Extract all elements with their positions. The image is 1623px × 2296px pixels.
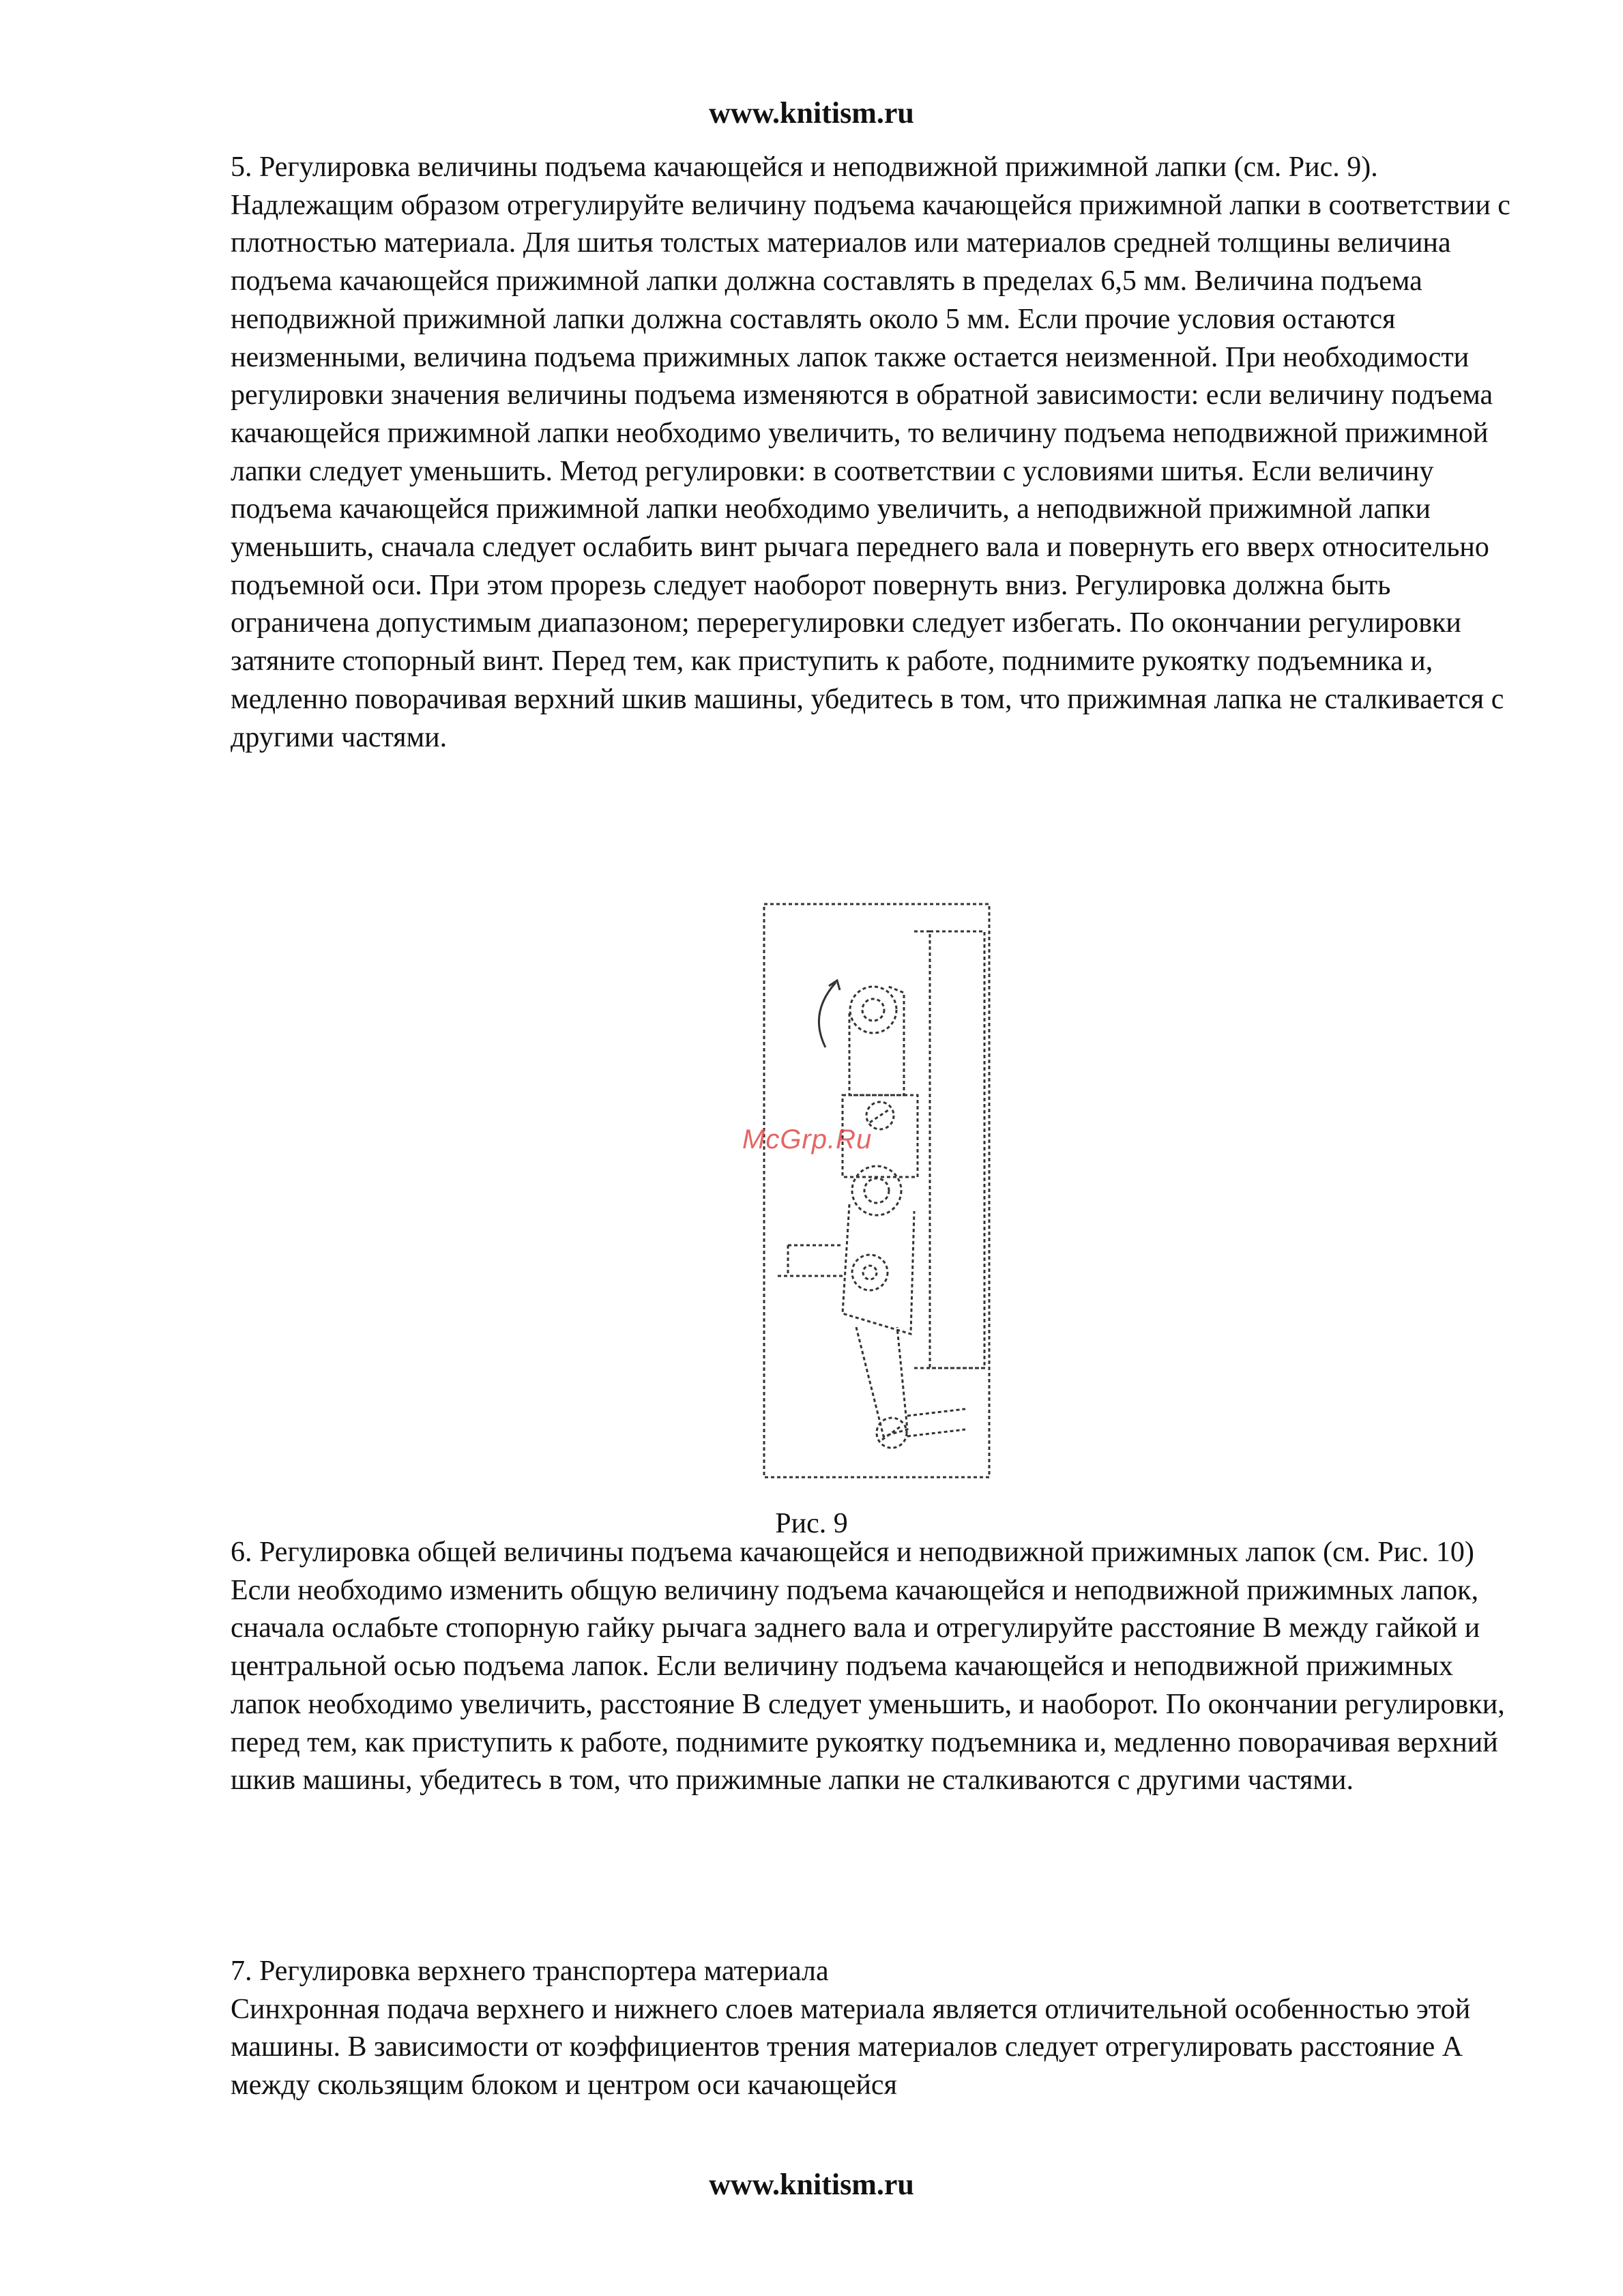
lower-pivot [877,1418,907,1448]
upper-pivot [850,987,896,1033]
header-site-url: www.knitism.ru [709,96,914,130]
section-6-body: Если необходимо изменить общую величину подъема качающейся и неподвижной прижимных лапок, сначала ослабьте стопорную гайку рычага заднего вала и отрегулируйте расстояние B между гайкой и центральной осью подъема лапок. Если величину подъема качающейся и неподвижной прижимных лапок необходимо увеличить, расстояние B следует уменьшить, и наоборот. По окончании регулировки, перед тем, как приступить к работе, поднимите рукоятку подъемника и, медленно поворачивая верхний шкив машины, убедитесь в том, что прижимные лапки не сталкиваются с другими частями. [231,1574,1505,1797]
adjust-nut [852,1255,888,1290]
section-7-body: Синхронная подача верхнего и нижнего слоев материала является отличительной особенностью этой машины. В зависимости от коэффициентов трения материалов следует отрегулировать расстояние А между скользящим блоком и центром оси качающейся [231,1993,1471,2102]
section-5-title: 5. Регулировка величины подъема качающейся и неподвижной прижимной лапки (см. Рис. 9). [231,151,1378,183]
section-5 [231,149,1527,757]
footer-site-url: www.knitism.ru [709,2168,914,2201]
section-6 [231,1534,1527,1800]
section-7 [231,1953,1527,2105]
section-6-title: 6. Регулировка общей величины подъема качающейся и неподвижной прижимных лапок (см. Рис. 10) [231,1537,1474,1568]
frame-outline [764,904,989,1477]
figure-caption: Рис. 9 [775,1508,848,1539]
middle-pivot [852,1166,901,1215]
figure-9-diagram [740,890,1013,1484]
watermark: McGrp.Ru [742,1124,873,1154]
right-bar [930,931,984,1368]
section-7-title: 7. Регулировка верхнего транспортера материала [231,1956,829,1987]
section-5-body: Надлежащим образом отрегулируйте величину подъема качающейся прижимной лапки в соответствии с плотностью материала. Для шитья толстых материалов или материалов средней толщины величина подъема качающейся прижимной лапки должна составлять в пределах 6,5 мм. Величина подъема неподвижной прижимной лапки должна составлять около 5 мм. Если прочие условия остаются неизменными, величина подъема прижимных лапок также остается неизменной. При необходимости регулировки значения величины подъема изменяются в обратной зависимости: если величину подъема качающейся прижимной лапки необходимо увеличить, то величину подъема неподвижной прижимной лапки следует уменьшить. Метод регулировки: в соответствии с условиями шитья. Если величину подъема качающейся прижимной лапки необходимо увеличить, а неподвижной прижимной лапки уменьшить, сначала следует ослабить винт рычага переднего вала и повернуть его вверх относительно подъемной оси. При этом прорезь следует наоборот повернуть вниз. Регулировка должна быть ограничена допустимым диапазоном; перерегулировки следует избегать. По окончании регулировки затяните стопорный винт. Перед тем, как приступить к работе, поднимите рукоятку подъемника и, медленно поворачивая верхний шкив машины, убедитесь в том, что прижимная лапка не сталкивается с другими частями. [231,189,1510,753]
